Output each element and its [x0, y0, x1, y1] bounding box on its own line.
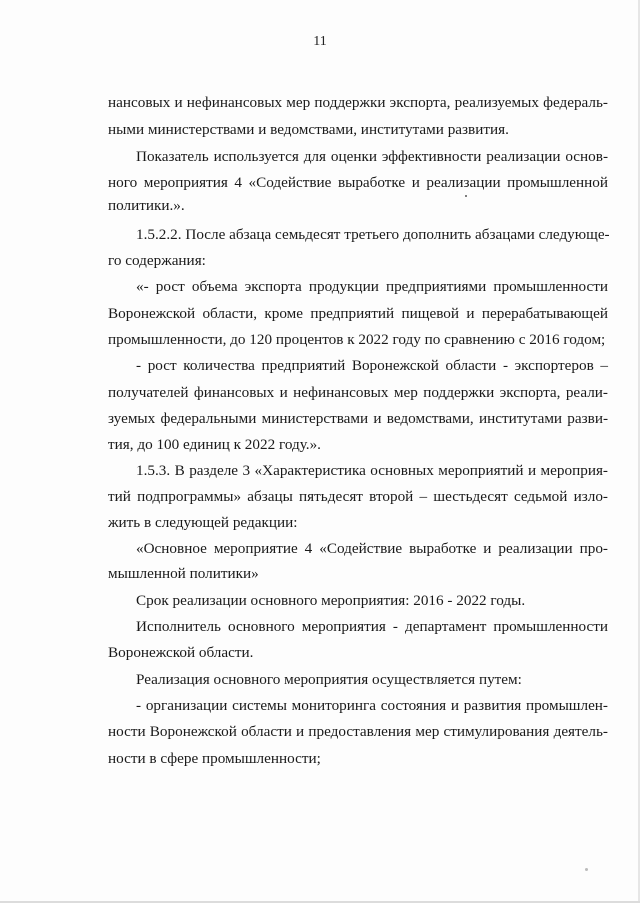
text-line: промышленности, до 120 процентов к 2022 году по сравнению с 2016 годом;	[108, 331, 606, 348]
page-number: 11	[313, 34, 327, 49]
text-line: Показатель используется для оценки эффективности реализации основ-	[136, 148, 608, 165]
text-line: - организации системы мониторинга состояния и развития промышлен-	[136, 697, 608, 714]
text-line: зуемых федеральными министерствами и ведомствами, институтами разви-	[108, 410, 608, 427]
text-line: Срок реализации основного мероприятия: 2016 - 2022 годы.	[136, 592, 526, 609]
text-line: политики.».	[108, 197, 185, 214]
text-line: нансовых и нефинансовых мер поддержки экспорта, реализуемых федераль-	[108, 94, 608, 111]
text-line: тия, до 100 единиц к 2022 году.».	[108, 436, 321, 453]
text-line: Реализация основного мероприятия осуществляется путем:	[136, 671, 522, 688]
text-line: 1.5.3. В разделе 3 «Характеристика основных мероприятий и мероприя-	[136, 462, 608, 479]
text-line: 1.5.2.2. После абзаца семьдесят третьего дополнить абзацами следующе-	[136, 226, 610, 243]
text-line: ности в сфере промышленности;	[108, 750, 321, 767]
text-line: - рост количества предприятий Воронежской области - экспортеров –	[136, 357, 608, 374]
scan-speck	[585, 868, 588, 871]
text-line: «- рост объема экспорта продукции предприятиями промышленности	[136, 278, 608, 295]
text-line: «Основное мероприятие 4 «Содействие выработке и реализации про-	[136, 540, 608, 557]
text-line: получателей финансовых и нефинансовых мер поддержки экспорта, реали-	[108, 384, 608, 401]
text-line: мышленной политики»	[108, 565, 259, 582]
scan-dot	[465, 195, 467, 197]
text-line: тий подпрограммы» абзацы пятьдесят второй – шестьдесят седьмой изло-	[108, 488, 608, 505]
text-line: Воронежской области.	[108, 644, 254, 661]
text-line: Воронежской области, кроме предприятий пищевой и перерабатывающей	[108, 305, 608, 322]
text-line: Исполнитель основного мероприятия - департамент промышленности	[136, 618, 608, 635]
text-line: ными министерствами и ведомствами, институтами развития.	[108, 121, 509, 138]
text-line: ного мероприятия 4 «Содействие выработке и реализации промышленной	[108, 174, 608, 191]
text-line: жить в следующей редакции:	[108, 514, 298, 531]
text-line: го содержания:	[108, 252, 206, 269]
text-line: ности Воронежской области и предоставления мер стимулирования деятель-	[108, 723, 608, 740]
